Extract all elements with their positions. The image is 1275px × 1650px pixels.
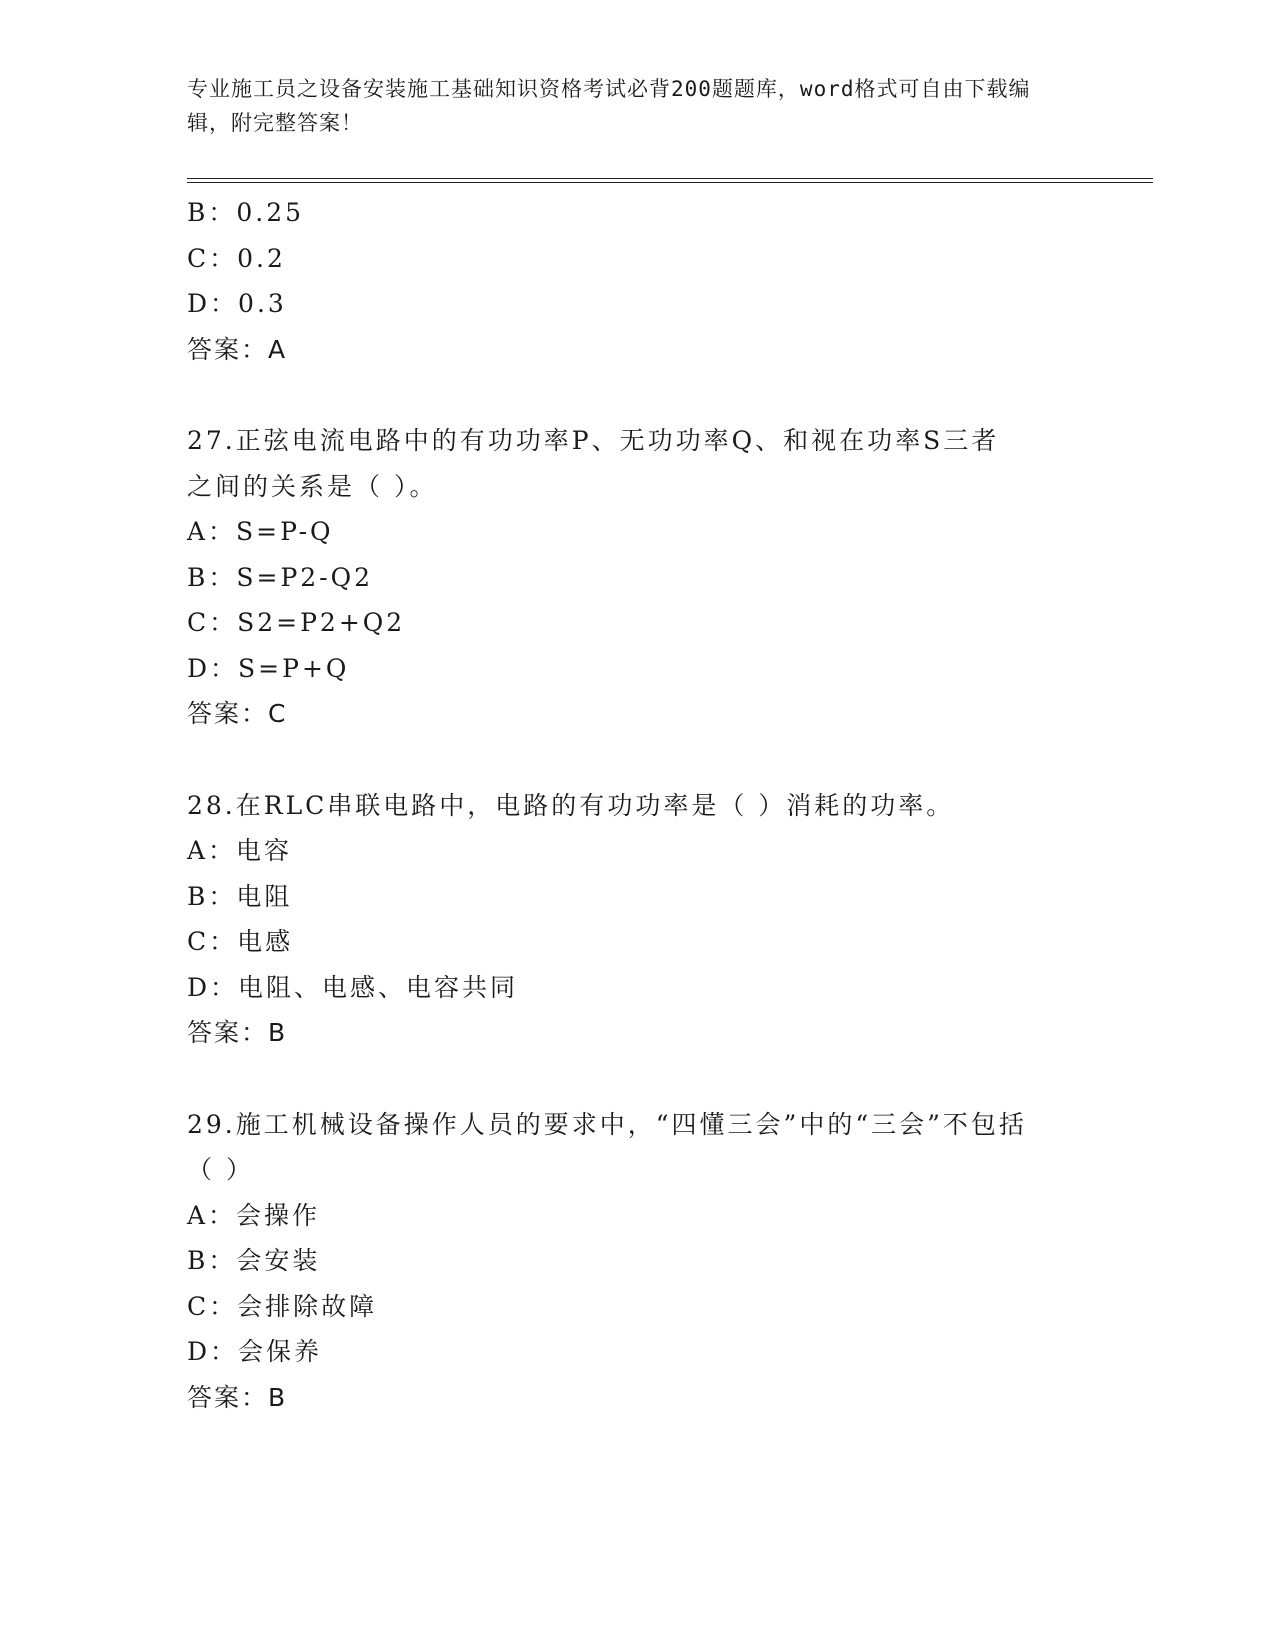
answer-line: 答案：C — [187, 699, 288, 728]
option-c: C：电感 — [187, 927, 294, 956]
question-list — [187, 190, 1087, 1420]
option-a: A：会操作 — [187, 1200, 321, 1230]
option-c: C：0.2 — [187, 243, 286, 273]
option-a: A：S=P-Q — [187, 517, 334, 546]
option-d: D：电阻、电感、电容共同 — [187, 972, 519, 1002]
answer-line: 答案：B — [187, 1382, 288, 1412]
answer-line: 答案：B — [187, 1018, 288, 1047]
page-header-title: 专业施工员之设备安装施工基础知识资格考试必背200题题库，word格式可自由下载编辑，附完整答案！ — [187, 77, 1031, 135]
spacer — [187, 372, 1087, 418]
question-block-28 — [187, 783, 1087, 1056]
spacer — [187, 737, 1087, 783]
question-text: 27.正弦电流电路中的有功功率P、无功功率Q、和视在功率S三者之间的关系是（ ）。 — [187, 426, 1000, 501]
option-b: B：会安装 — [187, 1246, 321, 1275]
question-block-prev — [187, 190, 1087, 372]
option-c: C：S2=P2+Q2 — [187, 608, 406, 637]
spacer — [187, 1056, 1087, 1102]
option-d: D：S=P+Q — [187, 653, 350, 683]
option-b: B：S=P2-Q2 — [187, 562, 374, 592]
option-c: C：会排除故障 — [187, 1291, 378, 1321]
question-block-29 — [187, 1102, 1087, 1421]
option-b: B：电阻 — [187, 881, 293, 911]
option-b: B：0.25 — [187, 198, 305, 227]
answer-line: 答案：A — [187, 334, 288, 364]
option-a: A：电容 — [187, 836, 293, 865]
question-text: 28.在RLC串联电路中，电路的有功功率是（ ）消耗的功率。 — [187, 790, 955, 820]
option-d: D：会保养 — [187, 1337, 323, 1366]
question-block-27 — [187, 418, 1087, 737]
option-d: D：0.3 — [187, 289, 287, 318]
question-text: 29.施工机械设备操作人员的要求中，“四懂三会”中的“三会”不包括（ ） — [187, 1109, 1027, 1184]
header-divider — [187, 178, 1153, 183]
